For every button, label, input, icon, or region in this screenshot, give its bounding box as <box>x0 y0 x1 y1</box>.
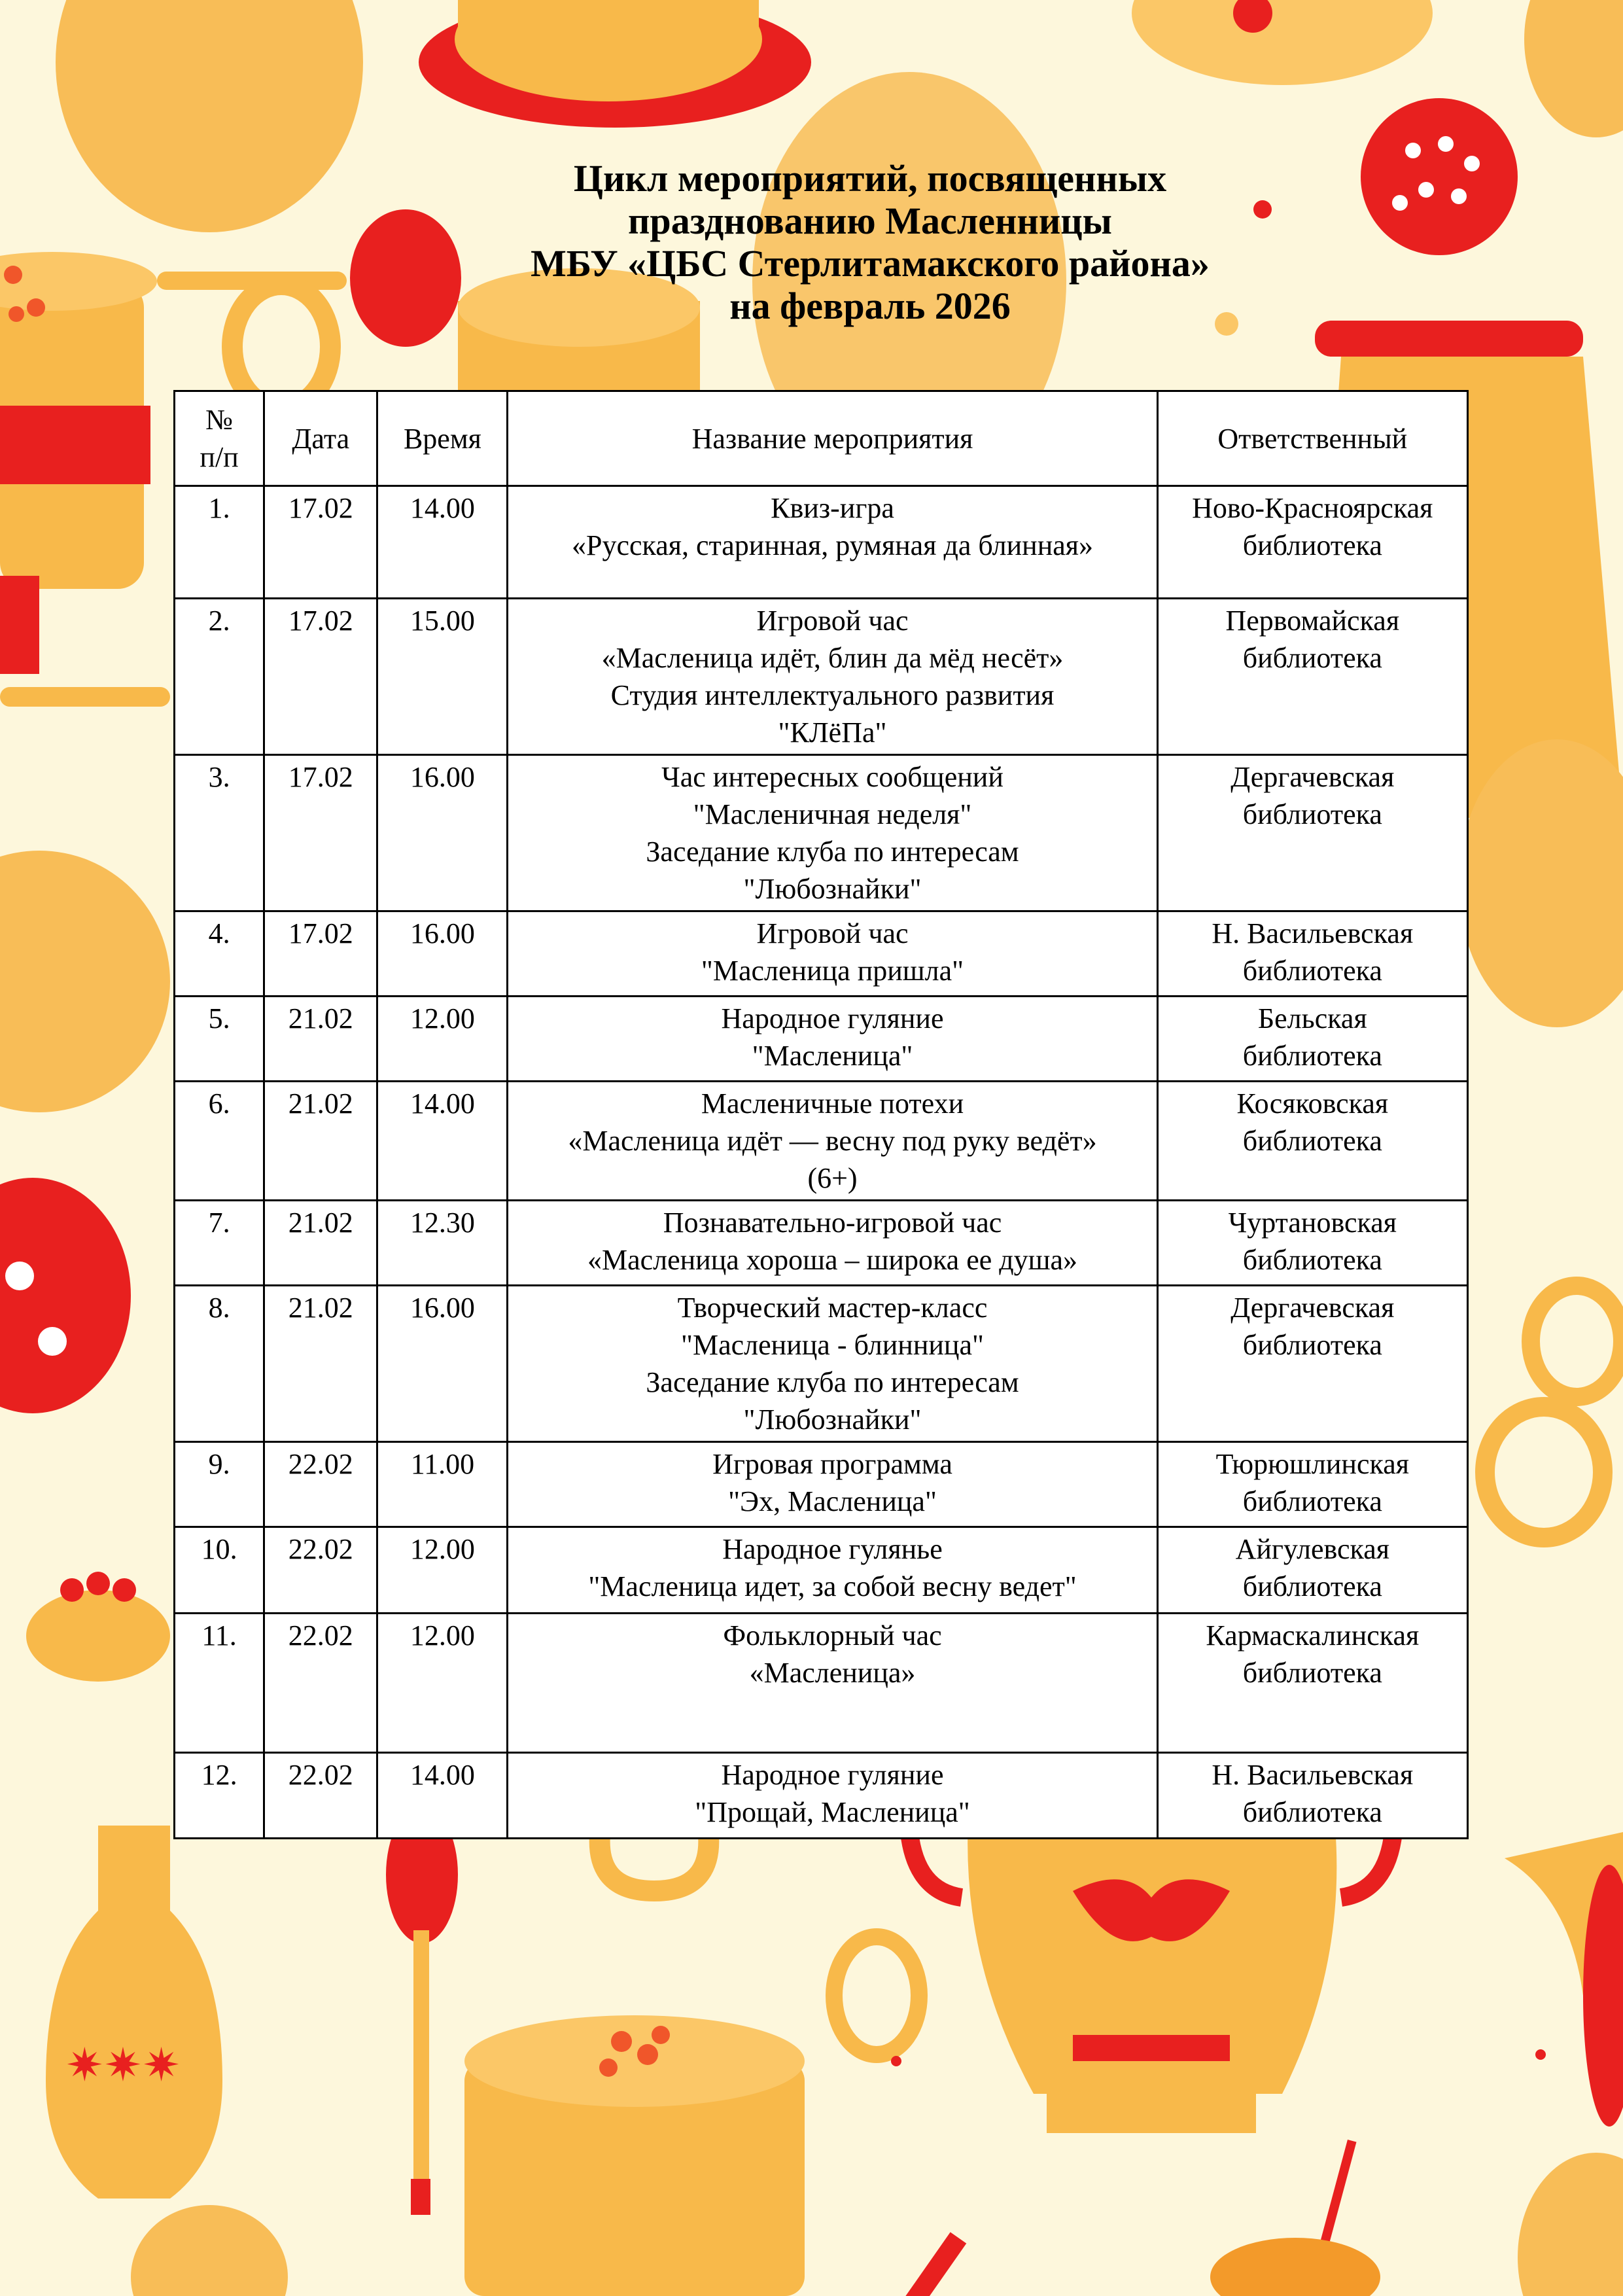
document-title <box>393 157 1348 327</box>
table-row <box>175 1082 1468 1201</box>
event-name-line: Квиз-игра <box>771 492 894 524</box>
event-name-line: Час интересных сообщений <box>661 761 1003 793</box>
responsible-line: библиотека <box>1242 1796 1382 1828</box>
responsible-line: Тюрюшлинская <box>1215 1448 1409 1480</box>
event-name-line: «Масленица идёт, блин да мёд несёт» <box>601 642 1064 674</box>
row-date: 17.02 <box>264 486 377 599</box>
table-row <box>175 1614 1468 1753</box>
pancake-stack-icon <box>0 252 157 589</box>
row-event-name <box>508 911 1157 997</box>
event-name-line: "Масленица пришла" <box>701 955 964 987</box>
row-event-name <box>508 599 1157 755</box>
svg-text:✷✷✷: ✷✷✷ <box>65 2041 181 2091</box>
row-date: 22.02 <box>264 1614 377 1753</box>
header-number-pp: п/п <box>200 441 239 473</box>
table-row <box>175 997 1468 1082</box>
row-date: 17.02 <box>264 755 377 911</box>
responsible-line: библиотека <box>1242 1244 1382 1276</box>
responsible-line: библиотека <box>1242 1485 1382 1517</box>
event-name-line: Творческий мастер-класс <box>677 1292 988 1324</box>
row-number: 3. <box>175 755 264 911</box>
event-name-line: Народное гуляние <box>721 1759 944 1791</box>
row-responsible <box>1157 1201 1467 1286</box>
row-responsible <box>1157 1286 1467 1442</box>
table-row <box>175 1527 1468 1614</box>
row-number: 2. <box>175 599 264 755</box>
row-responsible <box>1157 1082 1467 1201</box>
title-line: Цикл мероприятий, посвященных <box>573 157 1167 200</box>
table-row <box>175 1201 1468 1286</box>
row-responsible <box>1157 1614 1467 1753</box>
row-date: 21.02 <box>264 1082 377 1201</box>
header-number <box>175 391 264 486</box>
row-event-name <box>508 1527 1157 1614</box>
event-name-line: "Масленица" <box>752 1040 913 1072</box>
table-row <box>175 1442 1468 1527</box>
event-name-line: Игровая программа <box>712 1448 952 1480</box>
row-time: 12.00 <box>377 1527 508 1614</box>
row-event-name <box>508 997 1157 1082</box>
title-line: МБУ «ЦБС Стерлитамакского района» <box>531 242 1210 285</box>
header-responsible: Ответственный <box>1157 391 1467 486</box>
responsible-line: Н. Васильевская <box>1212 1759 1414 1791</box>
row-date: 17.02 <box>264 911 377 997</box>
events-table <box>173 390 1469 1839</box>
row-time: 14.00 <box>377 486 508 599</box>
event-name-line: "Масленичная неделя" <box>693 798 972 830</box>
table-row <box>175 755 1468 911</box>
header-number-sign: № <box>205 404 234 436</box>
responsible-line: библиотека <box>1242 529 1382 561</box>
responsible-line: Дергачевская <box>1230 1292 1395 1324</box>
event-name-line: (6+) <box>807 1162 858 1194</box>
event-name-line: "Масленица - блинница" <box>681 1329 984 1361</box>
row-responsible <box>1157 1753 1467 1839</box>
responsible-line: Айгулевская <box>1235 1533 1390 1565</box>
row-event-name <box>508 1614 1157 1753</box>
event-name-line: Фольклорный час <box>723 1619 942 1651</box>
event-name-line: «Масленица хороша – широка ее душа» <box>587 1244 1078 1276</box>
table-row <box>175 911 1468 997</box>
event-name-line: Игровой час <box>756 605 909 637</box>
header-time: Время <box>377 391 508 486</box>
row-number: 10. <box>175 1527 264 1614</box>
title-line: празднованию Масленницы <box>628 200 1112 242</box>
responsible-line: библиотека <box>1242 955 1382 987</box>
row-event-name <box>508 1082 1157 1201</box>
header-event-name: Название мероприятия <box>508 391 1157 486</box>
row-date: 21.02 <box>264 1286 377 1442</box>
row-event-name <box>508 486 1157 599</box>
row-number: 12. <box>175 1753 264 1839</box>
row-time: 11.00 <box>377 1442 508 1527</box>
event-name-line: "Любознайки" <box>743 873 922 905</box>
responsible-line: Бельская <box>1257 1002 1367 1034</box>
responsible-line: Косяковская <box>1236 1087 1389 1120</box>
row-responsible <box>1157 755 1467 911</box>
responsible-line: библиотека <box>1242 1125 1382 1157</box>
row-number: 7. <box>175 1201 264 1286</box>
responsible-line: библиотека <box>1242 1570 1382 1602</box>
row-event-name <box>508 1201 1157 1286</box>
row-date: 17.02 <box>264 599 377 755</box>
event-name-line: "КЛёПа" <box>778 716 887 749</box>
pancake-stack-icon <box>419 0 811 128</box>
event-name-line: "Прощай, Масленица" <box>695 1796 970 1828</box>
row-time: 14.00 <box>377 1753 508 1839</box>
row-responsible <box>1157 486 1467 599</box>
row-time: 16.00 <box>377 1286 508 1442</box>
row-time: 12.30 <box>377 1201 508 1286</box>
row-responsible <box>1157 911 1467 997</box>
responsible-line: библиотека <box>1242 642 1382 674</box>
row-number: 5. <box>175 997 264 1082</box>
row-date: 22.02 <box>264 1753 377 1839</box>
table-row <box>175 486 1468 599</box>
row-number: 9. <box>175 1442 264 1527</box>
table-row <box>175 1286 1468 1442</box>
table-header-row <box>175 391 1468 486</box>
title-line: на февраль 2026 <box>729 285 1011 327</box>
row-time: 14.00 <box>377 1082 508 1201</box>
event-name-line: «Масленица» <box>749 1657 916 1689</box>
event-name-line: Познавательно-игровой час <box>663 1207 1002 1239</box>
responsible-line: Ново-Красноярская <box>1192 492 1433 524</box>
row-time: 15.00 <box>377 599 508 755</box>
responsible-line: Кармаскалинская <box>1206 1619 1420 1651</box>
event-name-line: Масленичные потехи <box>701 1087 964 1120</box>
pancake-stack-icon <box>464 2015 805 2296</box>
event-name-line: Народное гулянье <box>722 1533 943 1565</box>
responsible-line: Н. Васильевская <box>1212 917 1414 949</box>
row-number: 4. <box>175 911 264 997</box>
responsible-line: Дергачевская <box>1230 761 1395 793</box>
header-date: Дата <box>264 391 377 486</box>
responsible-line: библиотека <box>1242 1657 1382 1689</box>
row-event-name <box>508 1442 1157 1527</box>
row-responsible <box>1157 599 1467 755</box>
row-date: 21.02 <box>264 997 377 1082</box>
event-name-line: Народное гуляние <box>721 1002 944 1034</box>
row-number: 8. <box>175 1286 264 1442</box>
event-name-line: "Эх, Масленица" <box>728 1485 937 1517</box>
event-name-line: Игровой час <box>756 917 909 949</box>
event-name-line: «Масленица идёт — весну под руку ведёт» <box>568 1125 1097 1157</box>
event-name-line: «Русская, старинная, румяная да блинная» <box>571 529 1094 561</box>
row-time: 16.00 <box>377 755 508 911</box>
row-time: 12.00 <box>377 1614 508 1753</box>
event-name-line: "Любознайки" <box>743 1404 922 1436</box>
responsible-line: библиотека <box>1242 1329 1382 1361</box>
row-date: 21.02 <box>264 1201 377 1286</box>
responsible-line: библиотека <box>1242 1040 1382 1072</box>
table-row <box>175 599 1468 755</box>
row-number: 11. <box>175 1614 264 1753</box>
row-responsible <box>1157 1442 1467 1527</box>
event-name-line: Студия интеллектуального развития <box>610 679 1055 711</box>
row-time: 12.00 <box>377 997 508 1082</box>
row-date: 22.02 <box>264 1442 377 1527</box>
row-time: 16.00 <box>377 911 508 997</box>
event-name-line: Заседание клуба по интересам <box>646 836 1019 868</box>
table-row <box>175 1753 1468 1839</box>
responsible-line: библиотека <box>1242 798 1382 830</box>
row-date: 22.02 <box>264 1527 377 1614</box>
row-responsible <box>1157 1527 1467 1614</box>
row-event-name <box>508 1286 1157 1442</box>
row-event-name <box>508 1753 1157 1839</box>
row-number: 1. <box>175 486 264 599</box>
responsible-line: Первомайская <box>1225 605 1400 637</box>
responsible-line: Чуртановская <box>1228 1207 1397 1239</box>
row-event-name <box>508 755 1157 911</box>
row-number: 6. <box>175 1082 264 1201</box>
event-name-line: Заседание клуба по интересам <box>646 1366 1019 1398</box>
row-responsible <box>1157 997 1467 1082</box>
event-name-line: "Масленица идет, за собой весну ведет" <box>588 1570 1077 1602</box>
